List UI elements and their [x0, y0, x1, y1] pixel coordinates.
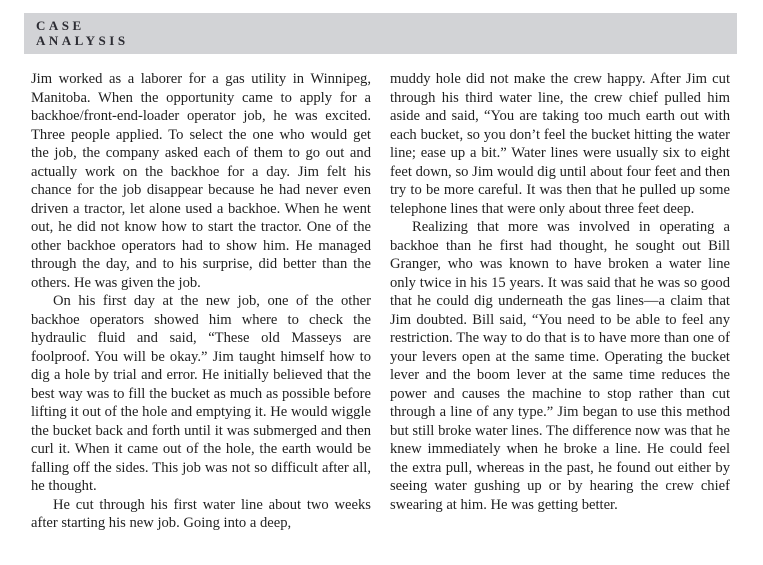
section-title-line2: ANALYSIS — [36, 32, 129, 48]
paragraph-4: Realizing that more was involved in operating a backhoe than he first had thought, he sought out Bill Granger, who was known to have broken a water line only twice in his 15 years. It was said that he was so good that he could dig underneath the gas lines—a claim that Jim doubted. Bill said, “You need to be able to feel any restriction. The way to do that is to have more than one of your levers open at the same time. Operating the bucket lever and the boom lever at the same time reduces the power and causes the machine to stop rather than cut through a line of any type.” Jim began to use this method but still broke water lines. The difference now was that he knew immediately when he broke a line. He could feel the extra pull, whereas in the past, he found out either by seeing water gushing up or by hearing the crew chief swearing at him. He was getting better. — [390, 219, 730, 513]
section-header-banner — [24, 13, 737, 54]
paragraph-2: On his first day at the new job, one of the other backhoe operators showed him where to check the hydraulic fluid and said, “These old Masseys are foolproof. You will be okay.” Jim taught himself how to dig a hole by trial and error. He initially believed that the best way was to fill the bucket as much as possible before lifting it out of the hole and emptying it. He would wiggle the bucket back and forth until it was submerged and then curl it. When it came out of the hole, the earth would be falling off the sides. This job was not so difficult after all, he thought. — [31, 293, 371, 494]
right-column — [390, 70, 730, 533]
section-title-line1: CASE — [36, 18, 85, 33]
left-column — [31, 70, 371, 533]
paragraph-1: Jim worked as a laborer for a gas utility in Winnipeg, Manitoba. When the opportunity came to apply for a backhoe/front-end-loader operator job, he was excited. Three people applied. To select the one who would get the job, the company asked each of them to go out and actually work on the backhoe for a day. Jim felt his chance for the job disappear because he had never even driven a tractor, let alone used a backhoe. When he went out, he did not know how to start the tractor. One of the other backhoe operators had to show him. He managed through the day, and to his surprise, did better than the others. He was given the job. — [31, 71, 371, 291]
paragraph-3: He cut through his first water line about two weeks after starting his new job. Going into a deep, — [31, 496, 371, 531]
paragraph-3-continued: muddy hole did not make the crew happy. After Jim cut through his third water line, the crew chief pulled him aside and said, “You are taking too much earth out with each bucket, so you don’t feel the bucket hitting the water line; ease up a bit.” Water lines were usually six to eight feet down, so Jim would dig until about four feet and then try to be more careful. It was then that he pulled up some telephone lines that were only about three feet deep. — [390, 71, 730, 217]
two-column-text-body — [31, 70, 731, 533]
